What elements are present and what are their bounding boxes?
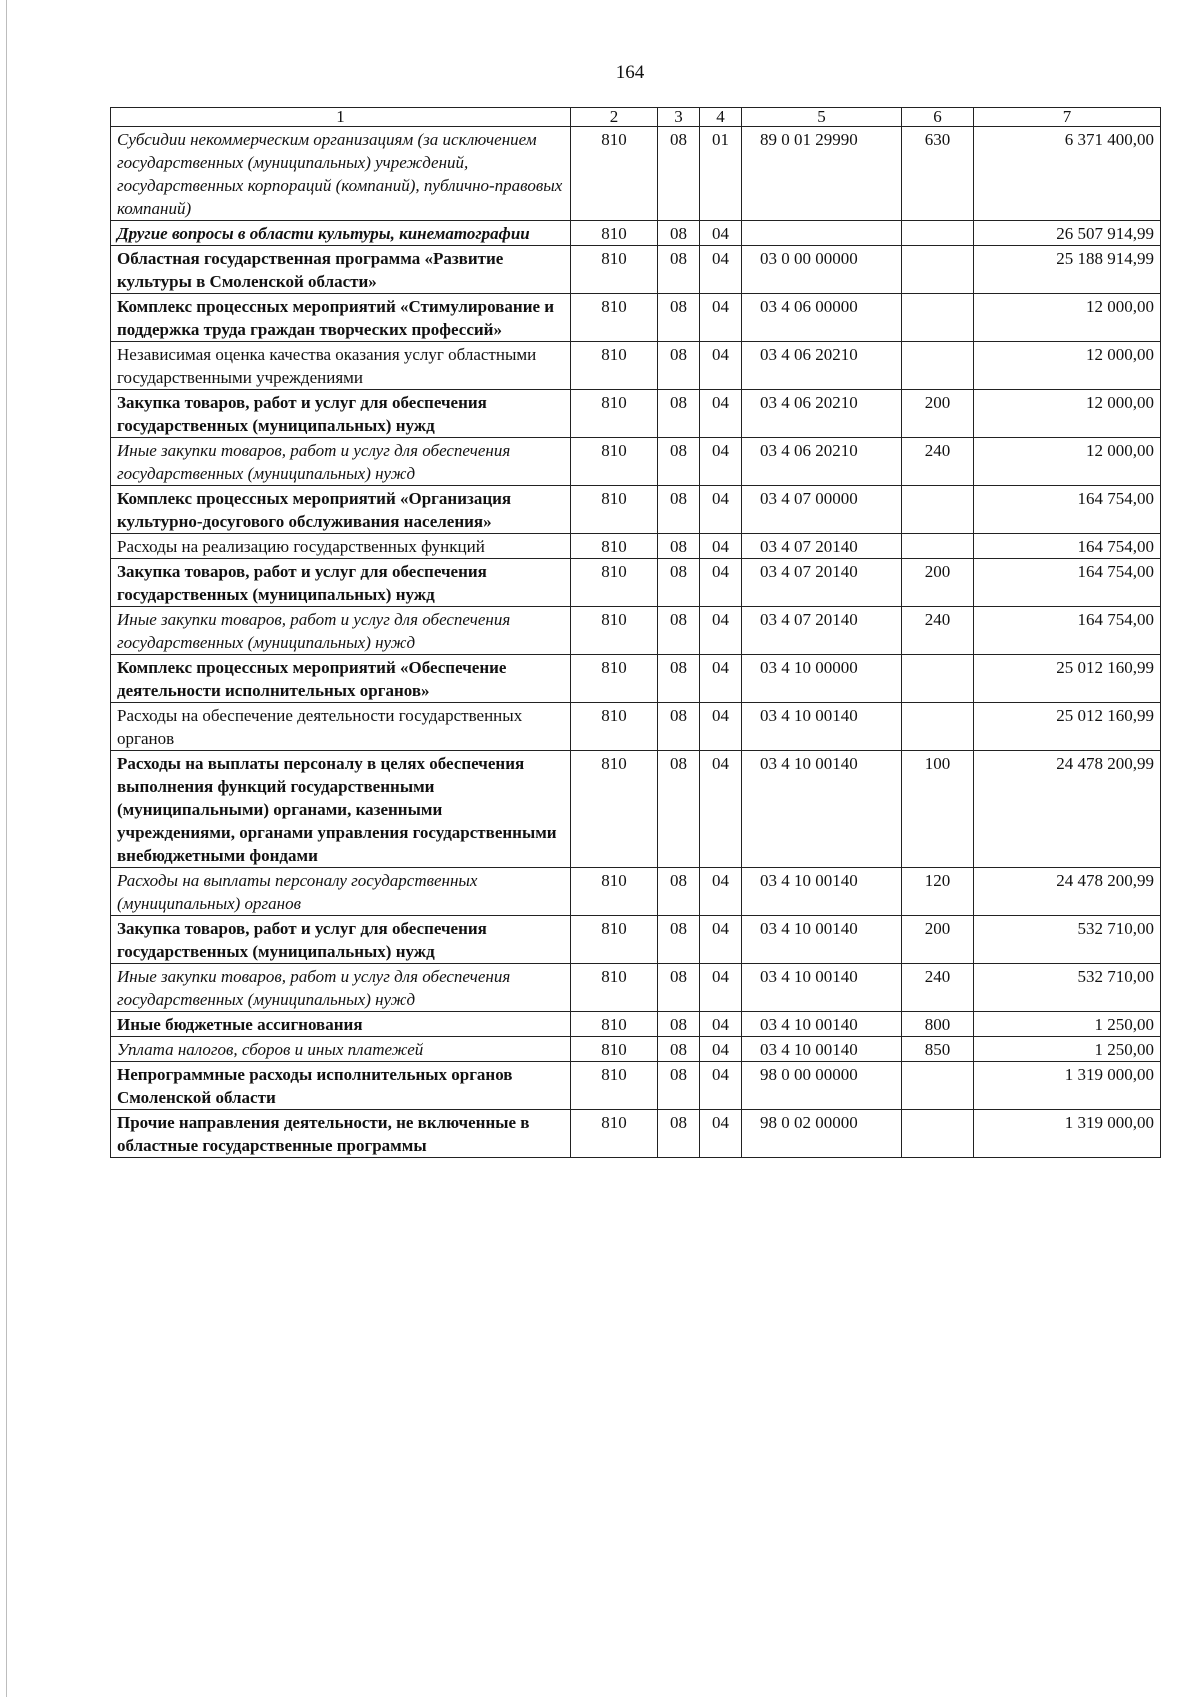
header-cell-4: 4 bbox=[700, 108, 742, 127]
ministry-code-cell: 810 bbox=[571, 438, 658, 486]
expense-type-cell: 100 bbox=[902, 751, 974, 868]
subsection-cell: 04 bbox=[700, 964, 742, 1012]
expense-name-cell: Расходы на реализацию государственных функций bbox=[111, 534, 571, 559]
table-row bbox=[111, 964, 1161, 1012]
table-row bbox=[111, 342, 1161, 390]
ministry-code-cell: 810 bbox=[571, 655, 658, 703]
expense-name-cell: Субсидии некоммерческим организациям (за исключением государственных (муниципальных) учреждений, государственных корпораций (компаний), публично-правовых компаний) bbox=[111, 127, 571, 221]
expense-type-cell: 200 bbox=[902, 390, 974, 438]
amount-cell: 1 319 000,00 bbox=[974, 1062, 1161, 1110]
target-article-cell: 03 4 06 20210 bbox=[742, 390, 902, 438]
header-cell-6: 6 bbox=[902, 108, 974, 127]
ministry-code-cell: 810 bbox=[571, 868, 658, 916]
header-cell-5: 5 bbox=[742, 108, 902, 127]
section-cell: 08 bbox=[658, 1037, 700, 1062]
target-article-cell: 03 4 10 00140 bbox=[742, 964, 902, 1012]
subsection-cell: 04 bbox=[700, 559, 742, 607]
subsection-cell: 04 bbox=[700, 246, 742, 294]
section-cell: 08 bbox=[658, 607, 700, 655]
amount-cell: 6 371 400,00 bbox=[974, 127, 1161, 221]
table-row bbox=[111, 438, 1161, 486]
header-row bbox=[111, 108, 1161, 127]
expense-type-cell: 240 bbox=[902, 607, 974, 655]
section-cell: 08 bbox=[658, 486, 700, 534]
target-article-cell: 03 4 07 20140 bbox=[742, 534, 902, 559]
page-edge-line bbox=[6, 0, 7, 1697]
amount-cell: 25 188 914,99 bbox=[974, 246, 1161, 294]
section-cell: 08 bbox=[658, 703, 700, 751]
section-cell: 08 bbox=[658, 916, 700, 964]
subsection-cell: 04 bbox=[700, 751, 742, 868]
expense-name-cell: Другие вопросы в области культуры, кинематографии bbox=[111, 221, 571, 246]
amount-cell: 26 507 914,99 bbox=[974, 221, 1161, 246]
table-row bbox=[111, 294, 1161, 342]
page-number: 164 bbox=[615, 62, 645, 83]
section-cell: 08 bbox=[658, 127, 700, 221]
expense-type-cell bbox=[902, 486, 974, 534]
table-row bbox=[111, 534, 1161, 559]
target-article-cell: 03 4 07 00000 bbox=[742, 486, 902, 534]
header-cell-7: 7 bbox=[974, 108, 1161, 127]
table-row bbox=[111, 1110, 1161, 1158]
target-article-cell: 03 4 10 00140 bbox=[742, 751, 902, 868]
section-cell: 08 bbox=[658, 342, 700, 390]
expense-type-cell bbox=[902, 655, 974, 703]
ministry-code-cell: 810 bbox=[571, 1012, 658, 1037]
target-article-cell: 03 4 07 20140 bbox=[742, 607, 902, 655]
ministry-code-cell: 810 bbox=[571, 246, 658, 294]
expense-name-cell: Непрограммные расходы исполнительных органов Смоленской области bbox=[111, 1062, 571, 1110]
section-cell: 08 bbox=[658, 559, 700, 607]
section-cell: 08 bbox=[658, 1012, 700, 1037]
section-cell: 08 bbox=[658, 964, 700, 1012]
expense-type-cell: 630 bbox=[902, 127, 974, 221]
section-cell: 08 bbox=[658, 655, 700, 703]
expense-type-cell bbox=[902, 703, 974, 751]
expense-name-cell: Независимая оценка качества оказания услуг областными государственными учреждениями bbox=[111, 342, 571, 390]
table-row bbox=[111, 916, 1161, 964]
subsection-cell: 04 bbox=[700, 486, 742, 534]
section-cell: 08 bbox=[658, 246, 700, 294]
expense-type-cell bbox=[902, 294, 974, 342]
table-row bbox=[111, 655, 1161, 703]
expense-type-cell bbox=[902, 342, 974, 390]
ministry-code-cell: 810 bbox=[571, 607, 658, 655]
amount-cell: 12 000,00 bbox=[974, 342, 1161, 390]
expense-name-cell: Закупка товаров, работ и услуг для обеспечения государственных (муниципальных) нужд bbox=[111, 390, 571, 438]
table-row bbox=[111, 868, 1161, 916]
amount-cell: 164 754,00 bbox=[974, 534, 1161, 559]
section-cell: 08 bbox=[658, 390, 700, 438]
expense-type-cell bbox=[902, 1062, 974, 1110]
expense-name-cell: Расходы на обеспечение деятельности государственных органов bbox=[111, 703, 571, 751]
amount-cell: 164 754,00 bbox=[974, 607, 1161, 655]
table-body bbox=[111, 108, 1161, 1158]
table-row bbox=[111, 1012, 1161, 1037]
amount-cell: 1 319 000,00 bbox=[974, 1110, 1161, 1158]
amount-cell: 24 478 200,99 bbox=[974, 751, 1161, 868]
amount-cell: 1 250,00 bbox=[974, 1012, 1161, 1037]
subsection-cell: 04 bbox=[700, 868, 742, 916]
ministry-code-cell: 810 bbox=[571, 1110, 658, 1158]
expense-name-cell: Комплекс процессных мероприятий «Организация культурно-досугового обслуживания населения» bbox=[111, 486, 571, 534]
table-row bbox=[111, 607, 1161, 655]
amount-cell: 164 754,00 bbox=[974, 559, 1161, 607]
expense-type-cell bbox=[902, 246, 974, 294]
expense-name-cell: Областная государственная программа «Развитие культуры в Смоленской области» bbox=[111, 246, 571, 294]
expense-type-cell: 120 bbox=[902, 868, 974, 916]
expense-type-cell: 800 bbox=[902, 1012, 974, 1037]
expense-name-cell: Закупка товаров, работ и услуг для обеспечения государственных (муниципальных) нужд bbox=[111, 559, 571, 607]
section-cell: 08 bbox=[658, 1062, 700, 1110]
target-article-cell: 03 4 10 00140 bbox=[742, 703, 902, 751]
expense-type-cell: 240 bbox=[902, 438, 974, 486]
subsection-cell: 04 bbox=[700, 1037, 742, 1062]
expense-name-cell: Иные закупки товаров, работ и услуг для обеспечения государственных (муниципальных) нужд bbox=[111, 607, 571, 655]
amount-cell: 12 000,00 bbox=[974, 390, 1161, 438]
subsection-cell: 04 bbox=[700, 342, 742, 390]
subsection-cell: 01 bbox=[700, 127, 742, 221]
subsection-cell: 04 bbox=[700, 534, 742, 559]
subsection-cell: 04 bbox=[700, 916, 742, 964]
ministry-code-cell: 810 bbox=[571, 964, 658, 1012]
target-article-cell: 03 4 06 20210 bbox=[742, 438, 902, 486]
target-article-cell: 03 0 00 00000 bbox=[742, 246, 902, 294]
expense-name-cell: Прочие направления деятельности, не включенные в областные государственные программы bbox=[111, 1110, 571, 1158]
section-cell: 08 bbox=[658, 868, 700, 916]
expense-name-cell: Закупка товаров, работ и услуг для обеспечения государственных (муниципальных) нужд bbox=[111, 916, 571, 964]
expense-type-cell bbox=[902, 221, 974, 246]
amount-cell: 12 000,00 bbox=[974, 438, 1161, 486]
subsection-cell: 04 bbox=[700, 1062, 742, 1110]
target-article-cell: 03 4 07 20140 bbox=[742, 559, 902, 607]
amount-cell: 12 000,00 bbox=[974, 294, 1161, 342]
table-row bbox=[111, 1062, 1161, 1110]
subsection-cell: 04 bbox=[700, 1110, 742, 1158]
ministry-code-cell: 810 bbox=[571, 486, 658, 534]
section-cell: 08 bbox=[658, 221, 700, 246]
ministry-code-cell: 810 bbox=[571, 221, 658, 246]
expense-type-cell bbox=[902, 1110, 974, 1158]
section-cell: 08 bbox=[658, 438, 700, 486]
amount-cell: 532 710,00 bbox=[974, 964, 1161, 1012]
target-article-cell: 03 4 10 00140 bbox=[742, 868, 902, 916]
table-row bbox=[111, 486, 1161, 534]
ministry-code-cell: 810 bbox=[571, 127, 658, 221]
expense-type-cell: 850 bbox=[902, 1037, 974, 1062]
ministry-code-cell: 810 bbox=[571, 703, 658, 751]
subsection-cell: 04 bbox=[700, 221, 742, 246]
subsection-cell: 04 bbox=[700, 1012, 742, 1037]
expense-type-cell: 240 bbox=[902, 964, 974, 1012]
ministry-code-cell: 810 bbox=[571, 751, 658, 868]
section-cell: 08 bbox=[658, 1110, 700, 1158]
expense-name-cell: Иные закупки товаров, работ и услуг для обеспечения государственных (муниципальных) нужд bbox=[111, 964, 571, 1012]
ministry-code-cell: 810 bbox=[571, 1062, 658, 1110]
target-article-cell: 03 4 06 20210 bbox=[742, 342, 902, 390]
table-row bbox=[111, 221, 1161, 246]
ministry-code-cell: 810 bbox=[571, 390, 658, 438]
target-article-cell: 03 4 10 00140 bbox=[742, 1012, 902, 1037]
table-row bbox=[111, 751, 1161, 868]
table-row bbox=[111, 390, 1161, 438]
expense-type-cell bbox=[902, 534, 974, 559]
amount-cell: 1 250,00 bbox=[974, 1037, 1161, 1062]
table-row bbox=[111, 703, 1161, 751]
target-article-cell: 03 4 06 00000 bbox=[742, 294, 902, 342]
amount-cell: 164 754,00 bbox=[974, 486, 1161, 534]
table-row bbox=[111, 559, 1161, 607]
expense-name-cell: Иные закупки товаров, работ и услуг для обеспечения государственных (муниципальных) нужд bbox=[111, 438, 571, 486]
target-article-cell: 03 4 10 00140 bbox=[742, 1037, 902, 1062]
amount-cell: 25 012 160,99 bbox=[974, 703, 1161, 751]
ministry-code-cell: 810 bbox=[571, 534, 658, 559]
subsection-cell: 04 bbox=[700, 655, 742, 703]
header-cell-1: 1 bbox=[111, 108, 571, 127]
amount-cell: 25 012 160,99 bbox=[974, 655, 1161, 703]
expense-type-cell: 200 bbox=[902, 559, 974, 607]
target-article-cell: 03 4 10 00000 bbox=[742, 655, 902, 703]
subsection-cell: 04 bbox=[700, 438, 742, 486]
target-article-cell: 89 0 01 29990 bbox=[742, 127, 902, 221]
expense-name-cell: Расходы на выплаты персоналу в целях обеспечения выполнения функций государственными (муниципальными) органами, казенными учреждениями, органами управления государственными внебюджетными фондами bbox=[111, 751, 571, 868]
subsection-cell: 04 bbox=[700, 607, 742, 655]
expense-name-cell: Иные бюджетные ассигнования bbox=[111, 1012, 571, 1037]
target-article-cell: 98 0 02 00000 bbox=[742, 1110, 902, 1158]
expense-name-cell: Комплекс процессных мероприятий «Обеспечение деятельности исполнительных органов» bbox=[111, 655, 571, 703]
amount-cell: 532 710,00 bbox=[974, 916, 1161, 964]
target-article-cell: 98 0 00 00000 bbox=[742, 1062, 902, 1110]
section-cell: 08 bbox=[658, 534, 700, 559]
expense-type-cell: 200 bbox=[902, 916, 974, 964]
section-cell: 08 bbox=[658, 294, 700, 342]
table-row bbox=[111, 1037, 1161, 1062]
expense-name-cell: Уплата налогов, сборов и иных платежей bbox=[111, 1037, 571, 1062]
budget-table bbox=[110, 107, 1161, 1158]
subsection-cell: 04 bbox=[700, 390, 742, 438]
table-row bbox=[111, 127, 1161, 221]
ministry-code-cell: 810 bbox=[571, 342, 658, 390]
target-article-cell bbox=[742, 221, 902, 246]
ministry-code-cell: 810 bbox=[571, 916, 658, 964]
amount-cell: 24 478 200,99 bbox=[974, 868, 1161, 916]
subsection-cell: 04 bbox=[700, 294, 742, 342]
expense-name-cell: Расходы на выплаты персоналу государственных (муниципальных) органов bbox=[111, 868, 571, 916]
subsection-cell: 04 bbox=[700, 703, 742, 751]
ministry-code-cell: 810 bbox=[571, 1037, 658, 1062]
section-cell: 08 bbox=[658, 751, 700, 868]
header-cell-2: 2 bbox=[571, 108, 658, 127]
table-row bbox=[111, 246, 1161, 294]
target-article-cell: 03 4 10 00140 bbox=[742, 916, 902, 964]
ministry-code-cell: 810 bbox=[571, 294, 658, 342]
ministry-code-cell: 810 bbox=[571, 559, 658, 607]
expense-name-cell: Комплекс процессных мероприятий «Стимулирование и поддержка труда граждан творческих профессий» bbox=[111, 294, 571, 342]
header-cell-3: 3 bbox=[658, 108, 700, 127]
